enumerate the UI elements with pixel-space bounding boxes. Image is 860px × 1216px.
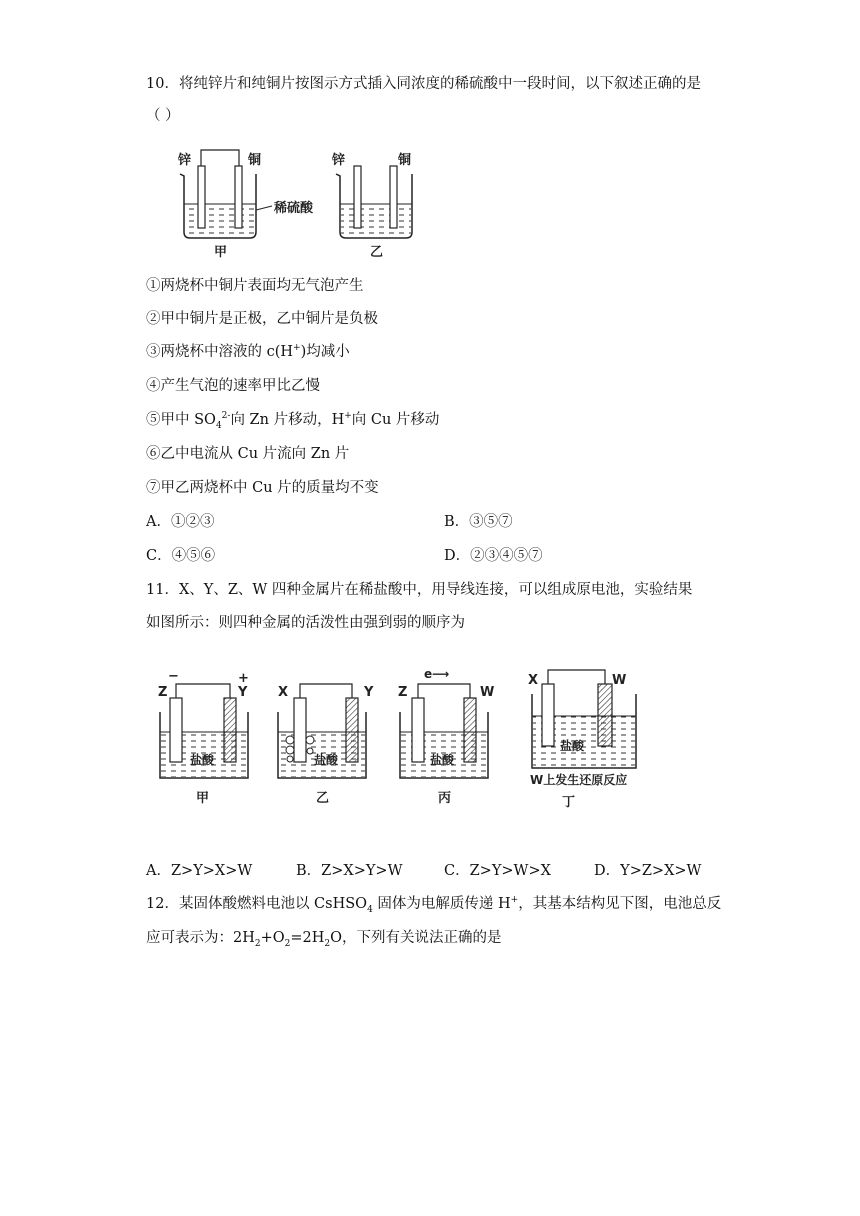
- q12-stem-line2: 应可表示为：$2H_2+O_2=2H_2O$，下列有关说法正确的是: [146, 930, 502, 949]
- q11-option-d: D．Y>Z>X>W: [594, 863, 702, 879]
- q10-statement-6: ⑥乙中电流从 Cu 片流向 Zn 片: [146, 446, 350, 462]
- yi-label-x: X: [278, 685, 289, 700]
- label-dilute-sulfuric-acid: 稀硫酸: [274, 201, 314, 216]
- label-zinc-jia: 锌: [178, 153, 192, 168]
- jia-label-z: Z: [158, 685, 168, 700]
- q10-statement-5: ⑤甲中 $SO_4^{2-}$向 Zn 片移动，H+向 Cu 片移动: [146, 411, 440, 431]
- jia-label-acid: 盐酸: [190, 753, 215, 767]
- q10-option-b: B．③⑤⑦: [444, 514, 513, 530]
- q10-stem: 10．将纯锌片和纯铜片按图示方式插入同浓度的稀硫酸中一段时间，以下叙述正确的是: [146, 76, 701, 92]
- label-yi: 乙: [370, 245, 384, 260]
- ding-label-x: X: [528, 673, 539, 688]
- label-copper-yi: 铜: [398, 153, 412, 168]
- q10-option-d: D．②③④⑤⑦: [444, 548, 543, 564]
- q10-statement-2: ②甲中铜片是正极，乙中铜片是负极: [146, 311, 378, 327]
- yi-label-acid: 盐酸: [314, 753, 339, 767]
- q11-stem-line2: 如图所示：则四种金属的活泼性由强到弱的顺序为: [146, 615, 465, 631]
- q10-statement-4: ④产生气泡的速率甲比乙慢: [146, 378, 320, 394]
- ding-label-w: W: [612, 673, 627, 688]
- bing-label-z: Z: [398, 685, 408, 700]
- jia-label-y: Y: [238, 685, 248, 700]
- q10-statement-1: ①两烧杯中铜片表面均无气泡产生: [146, 278, 364, 294]
- q10-figure: [168, 146, 428, 261]
- yi-label-y: Y: [364, 685, 374, 700]
- label-yi: 乙: [316, 791, 330, 806]
- label-bing: 丙: [438, 791, 452, 806]
- label-ding: 丁: [562, 795, 576, 810]
- q11-option-a: A．Z>Y>X>W: [146, 863, 253, 879]
- label-zinc-yi: 锌: [332, 153, 346, 168]
- q11-figure: [150, 666, 650, 816]
- label-copper-jia: 铜: [248, 153, 262, 168]
- beaker-jia: [180, 150, 256, 238]
- label-jia: 甲: [214, 245, 228, 260]
- q10-answer-paren: （ ）: [146, 108, 180, 124]
- label-jia: 甲: [196, 791, 210, 806]
- jia-label-minus: −: [168, 669, 179, 684]
- q12-stem-line1: 12．某固体酸燃料电池以 CsHSO$_4$ 固体为电解质传递 H+，其基本结构见下图，电池总反: [146, 895, 722, 915]
- ding-note-reduction: W上发生还原反应: [530, 773, 628, 787]
- jia-label-plus: +: [238, 671, 249, 686]
- q10-option-a: A．①②③: [146, 514, 215, 530]
- q11-option-c: C．Z>Y>W>X: [444, 863, 551, 879]
- q10-statement-3: ③两烧杯中溶液的 c(H+)均减小: [146, 343, 350, 360]
- bing-label-acid: 盐酸: [430, 753, 455, 767]
- q11-stem-line1: 11．X、Y、Z、W 四种金属片在稀盐酸中，用导线连接，可以组成原电池，实验结果: [146, 582, 693, 598]
- bing-label-electron-flow: e⟶: [424, 667, 450, 681]
- q10-option-c: C．④⑤⑥: [146, 548, 216, 564]
- q11-option-b: B．Z>X>Y>W: [296, 863, 403, 879]
- q10-statement-7: ⑦甲乙两烧杯中 Cu 片的质量均不变: [146, 480, 379, 496]
- ding-label-acid: 盐酸: [560, 739, 585, 753]
- bing-label-w: W: [480, 685, 495, 700]
- beaker-yi: [336, 166, 412, 238]
